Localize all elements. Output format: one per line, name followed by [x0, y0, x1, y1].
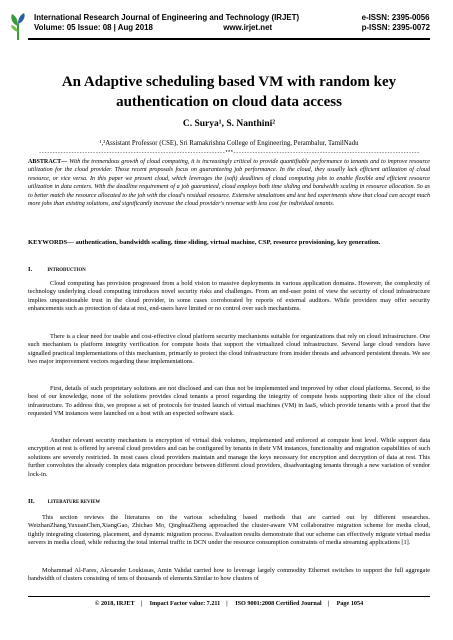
abstract-label: ABSTRACT—	[28, 159, 68, 165]
abstract	[28, 158, 430, 208]
intro-paragraph: Another relevant security mechanism is encryption of virtual disk volumes, implemented and enforced at compute host level. While support data encryption at rest is offered by several cloud providers and can be configured by tenants in their VM instances, functionality and migration capabilities of such solutions are severely restricted. In most cases cloud providers maintain and manage the keys necessary for encryption and decryption of data at rest. This further convolutes the already complex data migration procedure between different cloud providers, disadvantaging tenants through a new variation of vendor lock-in.	[28, 437, 430, 478]
journal-name: International Research Journal of Engineering and Technology (IRJET)	[34, 13, 300, 22]
intro-paragraph: Cloud computing has provision progressed from a bold vision to massive deployments in various application domains. However, the complexity of technology underlying cloud computing introduces novel security risks and challenges. From an end-user point of view the security of cloud infrastructure implies unquestionable trust in the cloud provider, in some cases corroborated by reports of external auditors. While providers may offer security enhancements such as protection of data at rest, end-users have limited or no control over such mechanisms.	[28, 280, 430, 313]
irjet-logo-icon	[8, 12, 28, 42]
intro-paragraph: First, details of such proprietary solutions are not disclosed and can thus not be implemented and improved by other cloud platforms. Second, to the best of our knowledge, none of the solutions provides cloud tenants a proof regarding the integrity of compute hosts supporting their slice of the cloud infrastructure. To address this, we propose a set of protocols for trusted launch of virtual machines (VM) in IaaS, which provide tenants with a proof that the requested VM instances were launched on a host with an expected software stack.	[28, 385, 430, 418]
intro-paragraph: There is a clear need for usable and cost-effective cloud platform security mechanisms suitable for organizations that rely on cloud infrastructure. One such mechanism is platform integrity verification for compute hosts that support the virtualized cloud infrastructure. Several large cloud vendors have signalled practical implementations of this mechanism, primarily to protect the cloud infrastructure from insider threats and advanced persistent threats. We see two major improvement vectors regarding these implementations.	[28, 333, 430, 366]
volume-issue: Volume: 05 Issue: 08 | Aug 2018	[34, 23, 153, 32]
section-number: II.	[28, 498, 35, 505]
keywords: KEYWORDS— authentication, bandwidth scaling, time sliding, virtual machine, CSP, resource provisioning, key generation.	[28, 239, 381, 246]
issn-block	[362, 13, 430, 33]
section-heading-literature-review	[28, 498, 100, 505]
footer-impact-factor: Impact Factor value: 7.211	[149, 600, 221, 607]
journal-volume	[34, 23, 299, 33]
footer-rule	[28, 596, 430, 597]
page-header	[0, 0, 453, 50]
section-number: I.	[28, 266, 33, 273]
section-heading-introduction	[28, 266, 86, 273]
journal-website[interactable]: www.irjet.net	[223, 23, 273, 32]
journal-info	[34, 13, 299, 33]
abstract-separator: ---------------------------------------------------------------------***---------------------------------------------------------------------	[38, 150, 420, 156]
p-issn: p-ISSN: 2395-0072	[361, 23, 430, 32]
literature-paragraph: Mohammad Al-Fares, Alexander Loukissas, Amin Vahdat carried how to leverage largely commodity Ethernet switches to support the full aggregate bandwidth of clusters consisting of tens of thousands of elements.Similar to how clusters of	[28, 567, 430, 583]
literature-paragraph: This section reviews the literatures on the various scheduling based methods that are carried out by different researches. WeizhanZhang,YuxuanChen,XiangGao, Zhichao Mo, QinghuaZheng approached the cluster-aware VM collaborative migration scheme for media cloud, tightly integrating clustering, placement, and dynamic migration process. Evaluation results demonstrate that our scheme can effectively migrate virtual media servers in media cloud, while reducing the total internal traffic in DCN under the resource consumption constraints of media streaming applications [1].	[28, 514, 430, 547]
section-title: INTRODUCTION	[47, 268, 86, 273]
footer-iso: ISO 9001:2008 Certified Journal	[235, 600, 322, 607]
paper-authors: C. Surya¹, S. Nanthini²	[182, 119, 276, 129]
e-issn: e-ISSN: 2395-0056	[361, 13, 430, 22]
page-footer: © 2018, IRJET | Impact Factor value: 7.211 | ISO 9001:2008 Certified Journal | Page 1054	[94, 600, 364, 607]
header-rule	[28, 38, 430, 40]
abstract-text: With the tremendous growth of cloud computing, it is increasingly critical to provide quantifiable performance to tenants and to improve resource utilization for the cloud provider. Those recent proposals focus on guaranteeing job performance. In the cloud, they usually lack efficient utilization of cloud resource, or vice versa. In this paper we present cloud, which leverages the (soft) deadlines of cloud computing jobs to enable flexible and efficient resource utilization in data centers. With the deadline requirement of a job guaranteed, cloud employs both time sliding and bandwidth scaling in resource allocation. So as to better match the resource allocated to the job with the cloud's residual resource. Extensive simulations and test bed experiments show that cloud can accept much more jobs than existing solutions, and significantly increase the cloud provider's revenue with less cost for individual tenants.	[28, 159, 430, 208]
paper-title: An Adaptive scheduling based VM with random key authentication on cloud data access	[61, 74, 397, 110]
footer-copyright: © 2018, IRJET	[94, 600, 135, 607]
section-title: LITERATURE REVIEW	[47, 500, 101, 505]
author-affiliation: ¹,²Assistant Professor (CSE), Sri Ramakrishna College of Engineering, Perambalur, TamilNadu	[99, 140, 359, 147]
footer-page-number: Page 1054	[336, 600, 364, 607]
